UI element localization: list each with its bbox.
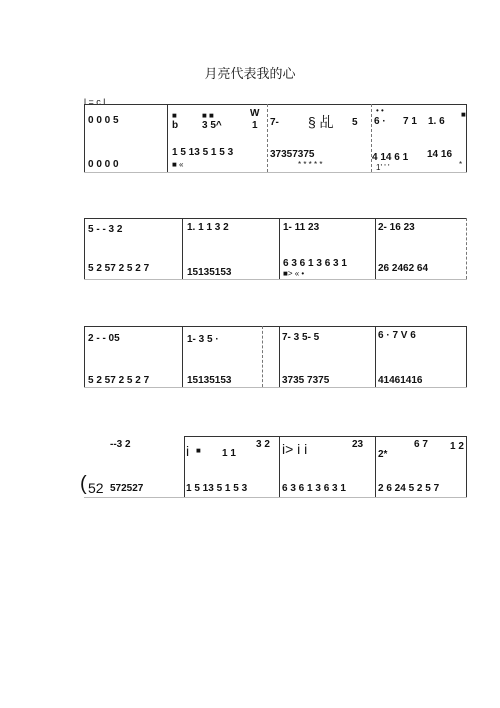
measure-melody: 2 - - 05 — [88, 333, 120, 344]
score-line-3 — [84, 326, 467, 388]
mark-symbol: ■ « — [172, 160, 184, 169]
staff-top-line — [84, 104, 467, 105]
barline — [279, 218, 280, 279]
staff-top-line — [84, 218, 467, 219]
measure-melody: 1 1 — [222, 448, 236, 459]
mark-star: * — [459, 160, 463, 169]
measure-melody: 1- 3 5 · — [187, 334, 219, 345]
mark-stars: * * * * * — [298, 160, 323, 169]
barline — [466, 218, 467, 279]
score-line-2 — [84, 218, 467, 280]
measure-melody: 0 0 0 5 — [88, 115, 119, 126]
barline — [184, 436, 185, 497]
measure-melody: 5 - - 3 2 — [88, 224, 123, 235]
measure-melody: 7- 3 5- 5 — [282, 332, 320, 343]
measure-accompaniment: 6 3 6 1 3 6 3 1 — [283, 258, 347, 269]
measure-melody: 1 — [252, 120, 258, 131]
mark-symbol: ■> « • — [283, 269, 305, 278]
staff-bottom-line — [84, 172, 467, 173]
measure-accompaniment: 5 2 57 2 5 2 7 — [88, 263, 150, 274]
barline — [375, 326, 376, 387]
measure-accompaniment: 41461416 — [378, 375, 423, 386]
staff-top-line — [184, 436, 467, 437]
staff-bottom-line — [84, 279, 467, 280]
measure-melody: 6 7 — [414, 439, 428, 450]
measure-melody: 1. 6 — [428, 116, 445, 127]
measure-melody: 7 1 — [403, 116, 417, 127]
measure-accompaniment: 15135153 — [187, 375, 232, 386]
barline — [375, 218, 376, 279]
measure-accompaniment: 1 5 13 5 1 5 3 — [186, 483, 248, 494]
mark-square: ■ — [196, 446, 201, 455]
measure-accompaniment: 3735 7375 — [282, 375, 330, 386]
barline — [466, 104, 467, 172]
measure-melody: 2- 16 23 — [378, 222, 415, 233]
measure-accompaniment: 4 14 6 1 — [372, 152, 409, 163]
measure-accompaniment: 14 16 — [427, 149, 453, 160]
barline — [279, 436, 280, 497]
measure-melody: 1. 1 1 3 2 — [187, 222, 229, 233]
barline — [167, 104, 168, 172]
measure-melody: 1- 11 23 — [283, 222, 320, 233]
measure-melody: 7- — [270, 117, 279, 128]
key-signature: l = c l — [84, 97, 106, 107]
measure-melody: i — [186, 443, 190, 459]
mark-square: ■ — [172, 111, 177, 120]
page-title: 月亮代表我的心 — [204, 67, 296, 82]
staff-top-line — [84, 326, 467, 327]
measure-melody: 1 2 — [450, 441, 464, 452]
measure-accompaniment: 5 2 57 2 5 2 7 — [88, 375, 150, 386]
barline — [182, 326, 183, 387]
measure-melody: 6 · — [374, 116, 386, 127]
mark-dots: • • — [376, 106, 384, 115]
barline — [466, 326, 467, 387]
score-line-4 — [80, 436, 467, 498]
mark-tick: 1' ' ' — [376, 163, 390, 172]
measure-accompaniment: 37357375 — [270, 149, 315, 160]
staff-bottom-line — [84, 497, 467, 498]
barline — [182, 218, 183, 279]
measure-melody: 3 2 — [256, 439, 270, 450]
barline — [262, 326, 263, 387]
mark-w: W — [250, 108, 260, 119]
barline — [84, 104, 85, 172]
measure-accompaniment: 26 2462 64 — [378, 263, 429, 274]
measure-accompaniment: 15135153 — [187, 267, 232, 278]
staff-bottom-line — [84, 387, 467, 388]
mark-square: ■ ■ — [202, 111, 214, 120]
barline — [267, 104, 268, 172]
measure-melody: 23 — [352, 439, 364, 450]
barline — [279, 326, 280, 387]
measure-accompaniment: 0 0 0 0 — [88, 159, 119, 170]
score-line-1 — [84, 104, 467, 174]
measure-melody: 6 · 7 V 6 — [378, 330, 416, 341]
barline — [375, 436, 376, 497]
open-paren: ( — [80, 473, 87, 495]
measure-melody: i> i i — [282, 441, 308, 457]
measure-melody: 3 5^ — [202, 120, 222, 131]
measure-accompaniment: 2 6 24 5 2 5 7 — [378, 483, 440, 494]
measure-accompaniment: 572527 — [110, 483, 144, 494]
barline — [84, 218, 85, 279]
mark-square: ■ — [461, 110, 466, 119]
measure-melody: --3 2 — [110, 439, 131, 450]
measure-melody: 5 — [352, 117, 358, 128]
measure-accompaniment: 52 — [88, 480, 104, 496]
barline — [466, 436, 467, 497]
measure-accompaniment: 6 3 6 1 3 6 3 1 — [282, 483, 346, 494]
measure-melody: 2* — [378, 449, 388, 460]
barline — [84, 326, 85, 387]
measure-accompaniment: 1 5 13 5 1 5 3 — [172, 147, 234, 158]
flat-mark: b — [172, 120, 179, 131]
mark-symbol: § 乩 — [308, 114, 334, 130]
